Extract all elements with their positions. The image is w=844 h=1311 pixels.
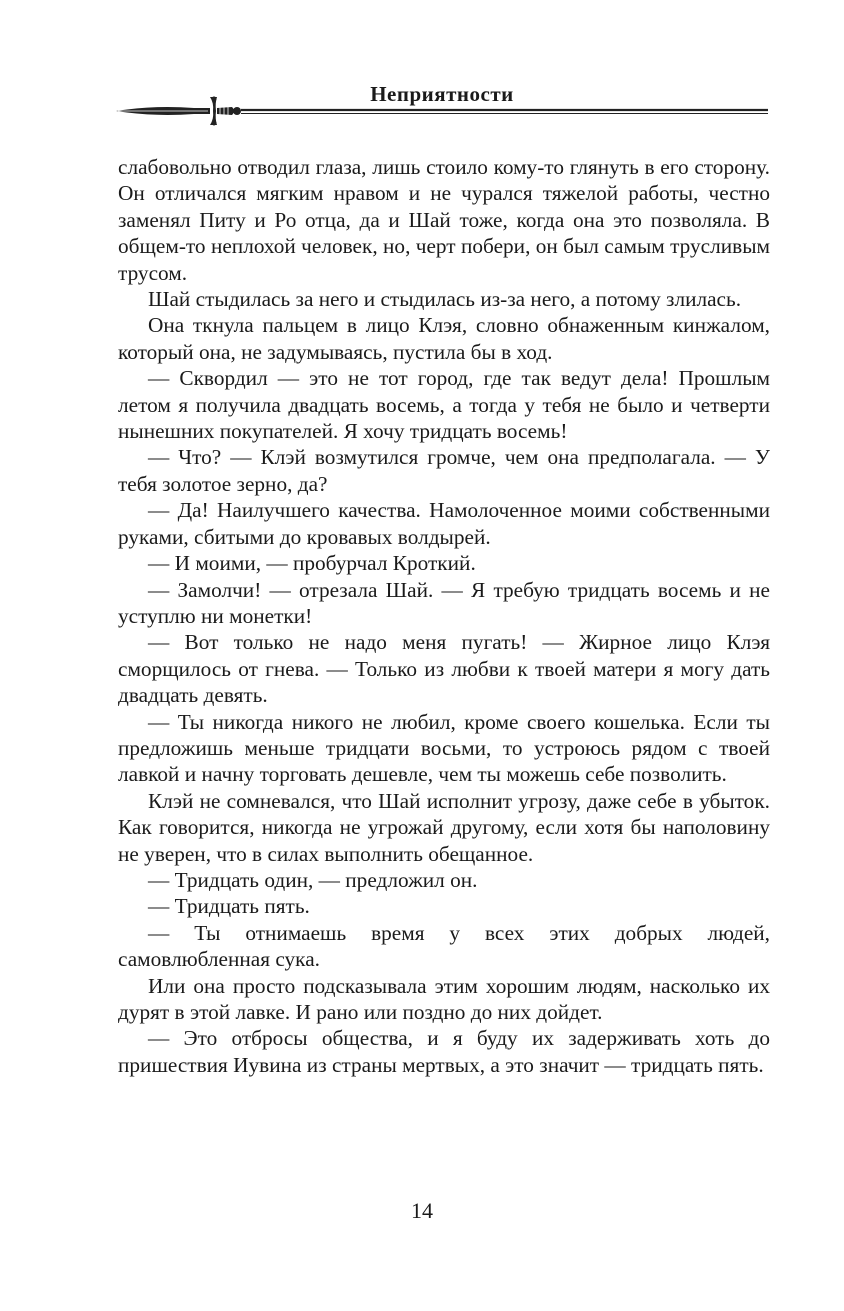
paragraph: Шай стыдилась за него и стыдилась из-за него, а потому злилась.: [148, 287, 742, 312]
paragraph: — И моими, — пробурчал Кроткий.: [148, 551, 476, 576]
paragraph: Клэй не сомневался, что Шай исполнит угрозу, даже себе в убыток. Как говорится, никогда не угрожай другому, если хотя бы наполовину не уверен, что в силах выполнить обещанное.: [118, 788, 770, 866]
paragraph: Она ткнула пальцем в лицо Клэя, словно обнаженным кинжалом, который она, не задумываясь, пустила бы в ход.: [118, 313, 770, 364]
paragraph: — Ты никогда никого не любил, кроме своего кошелька. Если ты предложишь меньше тридцати восьми, то устроюсь рядом с твоей лавкой и начну торговать дешевле, чем ты можешь себе позволить.: [118, 709, 770, 787]
paragraph: Или она просто подсказывала этим хорошим людям, насколько их дурят в этой лавке. И рано или поздно до них дойдет.: [118, 973, 770, 1024]
paragraph: — Тридцать пять.: [148, 894, 310, 919]
paragraph: — Вот только не надо меня пугать! — Жирное лицо Клэя сморщилось от гнева. — Только из любви к твоей матери я могу дать двадцать девять.: [118, 630, 770, 708]
page-number: 14: [411, 1198, 433, 1223]
paragraph: — Тридцать один, — предложил он.: [148, 867, 478, 892]
sword-ornament-icon: [114, 95, 770, 127]
paragraph: слабовольно отводил глаза, лишь стоило кому-то глянуть в его сторону. Он отличался мягким нравом и не чурался тяжелой работы, честно заменял Питу и Ро отца, да и Шай тоже, когда она это позволяла. В общем-то неплохой человек, но, черт побери, он был самым трусливым трусом.: [118, 155, 770, 285]
paragraph: — Ты отнимаешь время у всех этих добрых людей, самовлюбленная сука.: [118, 920, 770, 972]
paragraph: — Это отбросы общества, и я буду их задерживать хоть до пришествия Иувина из страны мертвых, а это значит — тридцать пять.: [118, 1026, 770, 1077]
paragraph: — Сквордил — это не тот город, где так ведут дела! Прошлым летом я получила двадцать восемь, а тогда у тебя не было и четверти нынешних покупателей. Я хочу тридцать восемь!: [118, 366, 770, 444]
body-text: [118, 154, 770, 1078]
paragraph: — Да! Наилучшего качества. Намолоченное моими собственными руками, сбитыми до кровавых волдырей.: [118, 498, 770, 549]
running-header-title: Неприятности: [370, 82, 514, 106]
paragraph: — Что? — Клэй возмутился громче, чем она предполагала. — У тебя золотое зерно, да?: [118, 445, 770, 496]
paragraph: — Замолчи! — отрезала Шай. — Я требую тридцать восемь и не уступлю ни монетки!: [118, 577, 770, 628]
